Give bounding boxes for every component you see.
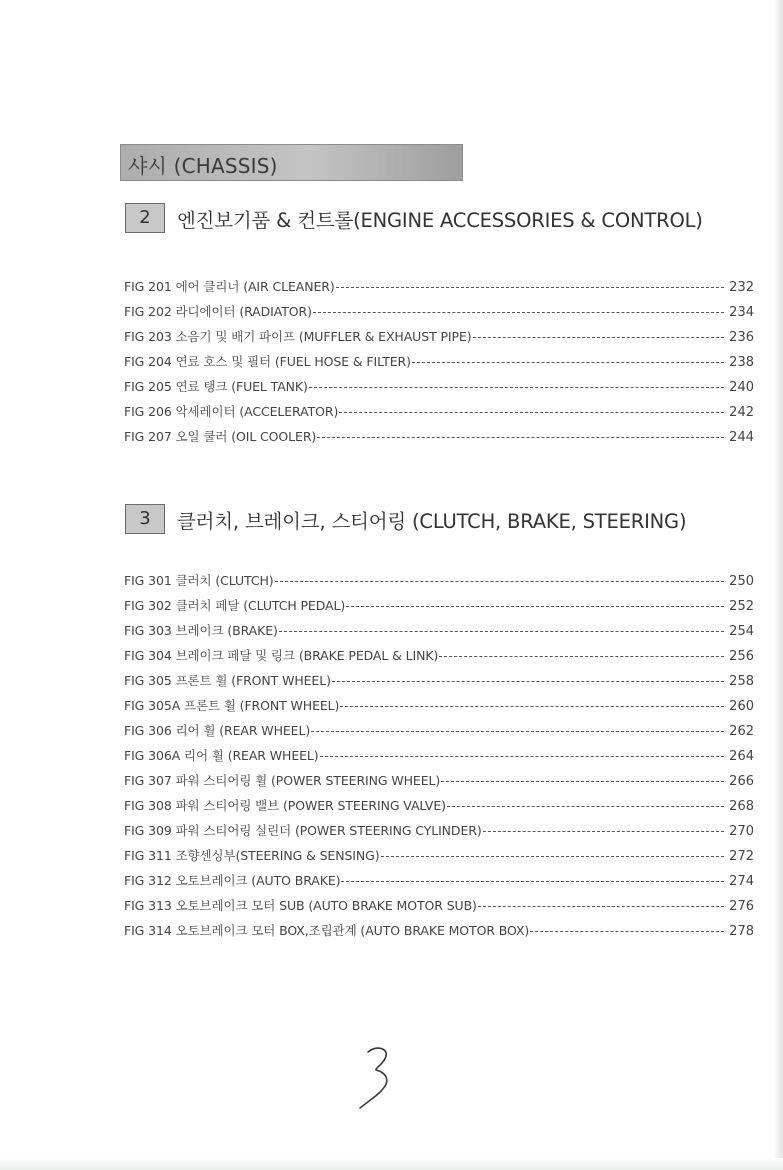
toc-entry-page: 258 (729, 674, 754, 689)
section-title: 클러치, 브레이크, 스티어링 (CLUTCH, BRAKE, STEERING) (177, 510, 687, 533)
toc-entry[interactable] (124, 814, 754, 839)
toc-entry-label: FIG 203 소음기 및 배기 파이프 (MUFFLER & EXHAUST PIPE) (124, 329, 472, 344)
toc-entry-label: FIG 206 악세레이터 (ACCELERATOR) (124, 404, 339, 419)
dot-leader (279, 631, 724, 632)
dot-leader (346, 606, 724, 607)
toc-entry-label: FIG 204 연료 호스 및 필터 (FUEL HOSE & FILTER) (124, 354, 411, 369)
toc-entry[interactable] (124, 295, 754, 320)
toc-entry-page: 274 (729, 874, 754, 889)
toc-entry-page: 272 (729, 849, 754, 864)
toc-entry[interactable] (124, 270, 754, 295)
dot-leader (311, 731, 724, 732)
toc-entry[interactable] (124, 689, 754, 714)
dot-leader (441, 781, 724, 782)
section-header-2 (125, 203, 745, 237)
toc-entry-page: 264 (729, 749, 754, 764)
toc-entry[interactable] (124, 614, 754, 639)
dot-leader (317, 437, 724, 438)
toc-entry-label: FIG 302 클러치 페달 (CLUTCH PEDAL) (124, 598, 346, 613)
dot-leader (341, 881, 724, 882)
toc-entry-page: 266 (729, 774, 754, 789)
dot-leader (483, 831, 724, 832)
toc-entry[interactable] (124, 395, 754, 420)
toc-entry-label: FIG 205 연료 탱크 (FUEL TANK) (124, 379, 308, 394)
dot-leader (473, 337, 724, 338)
dot-leader (313, 312, 724, 313)
toc-entry-label: FIG 313 오토브레이크 모터 SUB (AUTO BRAKE MOTOR SUB) (124, 898, 477, 913)
toc-entry-page: 278 (729, 924, 754, 939)
toc-entry[interactable] (124, 864, 754, 889)
dot-leader (332, 681, 724, 682)
chapter-banner (120, 144, 463, 181)
toc-entry-page: 242 (729, 405, 754, 420)
toc-entry-page: 260 (729, 699, 754, 714)
toc-entry-label: FIG 305A 프론트 휠 (FRONT WHEEL) (124, 698, 340, 713)
toc-entry-label: FIG 304 브레이크 페달 및 링크 (BRAKE PEDAL & LINK) (124, 648, 439, 663)
toc-entry-label: FIG 307 파워 스티어링 휠 (POWER STEERING WHEEL) (124, 773, 441, 788)
section-number-box: 2 (125, 203, 165, 233)
toc-entry[interactable] (124, 420, 754, 445)
toc-entry-page: 244 (729, 430, 754, 445)
dot-leader (336, 287, 724, 288)
toc-entry-label: FIG 201 에어 클리너 (AIR CLEANER) (124, 279, 335, 294)
dot-leader (530, 931, 724, 932)
toc-entry-label: FIG 312 오토브레이크 (AUTO BRAKE) (124, 873, 341, 888)
dot-leader (340, 706, 724, 707)
toc-entry-label: FIG 305 프론트 휠 (FRONT WHEEL) (124, 673, 331, 688)
page-edge-shadow (773, 0, 783, 1170)
toc-entry-label: FIG 308 파워 스티어링 밸브 (POWER STEERING VALVE) (124, 798, 446, 813)
toc-entry-page: 232 (729, 280, 754, 295)
toc-entry-label: FIG 314 오토브레이크 모터 BOX,조립관계 (AUTO BRAKE MOTOR BOX) (124, 923, 530, 938)
toc-entry-page: 270 (729, 824, 754, 839)
toc-entry[interactable] (124, 664, 754, 689)
toc-entry-label: FIG 303 브레이크 (BRAKE) (124, 623, 278, 638)
toc-entry-page: 276 (729, 899, 754, 914)
toc-entry-page: 234 (729, 305, 754, 320)
toc-entry[interactable] (124, 639, 754, 664)
toc-entry-page: 254 (729, 624, 754, 639)
toc-entry-page: 256 (729, 649, 754, 664)
dot-leader (412, 362, 724, 363)
toc-list-section-2 (124, 270, 754, 445)
dot-leader (381, 856, 724, 857)
toc-entry-label: FIG 207 오일 쿨러 (OIL COOLER) (124, 429, 317, 444)
toc-entry[interactable] (124, 764, 754, 789)
handwritten-page-number (356, 1042, 400, 1112)
toc-entry[interactable] (124, 889, 754, 914)
dot-leader (439, 656, 724, 657)
toc-entry-label: FIG 311 조향센싱부(STEERING & SENSING) (124, 848, 380, 863)
chapter-title: 샤시 (CHASSIS) (128, 154, 278, 178)
toc-entry[interactable] (124, 564, 754, 589)
toc-entry-page: 262 (729, 724, 754, 739)
toc-entry-page: 238 (729, 355, 754, 370)
dot-leader (309, 387, 724, 388)
section-title: 엔진보기품 & 컨트롤(ENGINE ACCESSORIES & CONTROL) (177, 209, 703, 232)
toc-entry[interactable] (124, 370, 754, 395)
dot-leader (478, 906, 724, 907)
page-bottom-shade (0, 1158, 783, 1170)
toc-entry-label: FIG 309 파워 스티어링 실린더 (POWER STEERING CYLINDER) (124, 823, 482, 838)
toc-entry-page: 236 (729, 330, 754, 345)
section-header-3 (125, 504, 745, 538)
toc-entry-page: 252 (729, 599, 754, 614)
toc-entry[interactable] (124, 714, 754, 739)
dot-leader (320, 756, 724, 757)
dot-leader (275, 581, 724, 582)
toc-entry[interactable] (124, 739, 754, 764)
toc-entry[interactable] (124, 914, 754, 939)
toc-entry-page: 250 (729, 574, 754, 589)
toc-entry[interactable] (124, 345, 754, 370)
toc-entry-label: FIG 306 리어 휠 (REAR WHEEL) (124, 723, 311, 738)
toc-entry[interactable] (124, 589, 754, 614)
toc-entry-page: 240 (729, 380, 754, 395)
dot-leader (339, 412, 724, 413)
toc-entry-label: FIG 301 클러치 (CLUTCH) (124, 573, 274, 588)
toc-entry-label: FIG 202 라디에이터 (RADIATOR) (124, 304, 312, 319)
toc-entry-page: 268 (729, 799, 754, 814)
toc-entry-label: FIG 306A 리어 휠 (REAR WHEEL) (124, 748, 319, 763)
toc-entry[interactable] (124, 839, 754, 864)
toc-entry[interactable] (124, 320, 754, 345)
section-number-box: 3 (125, 504, 165, 534)
toc-entry[interactable] (124, 789, 754, 814)
dot-leader (447, 806, 724, 807)
toc-list-section-3 (124, 564, 754, 939)
